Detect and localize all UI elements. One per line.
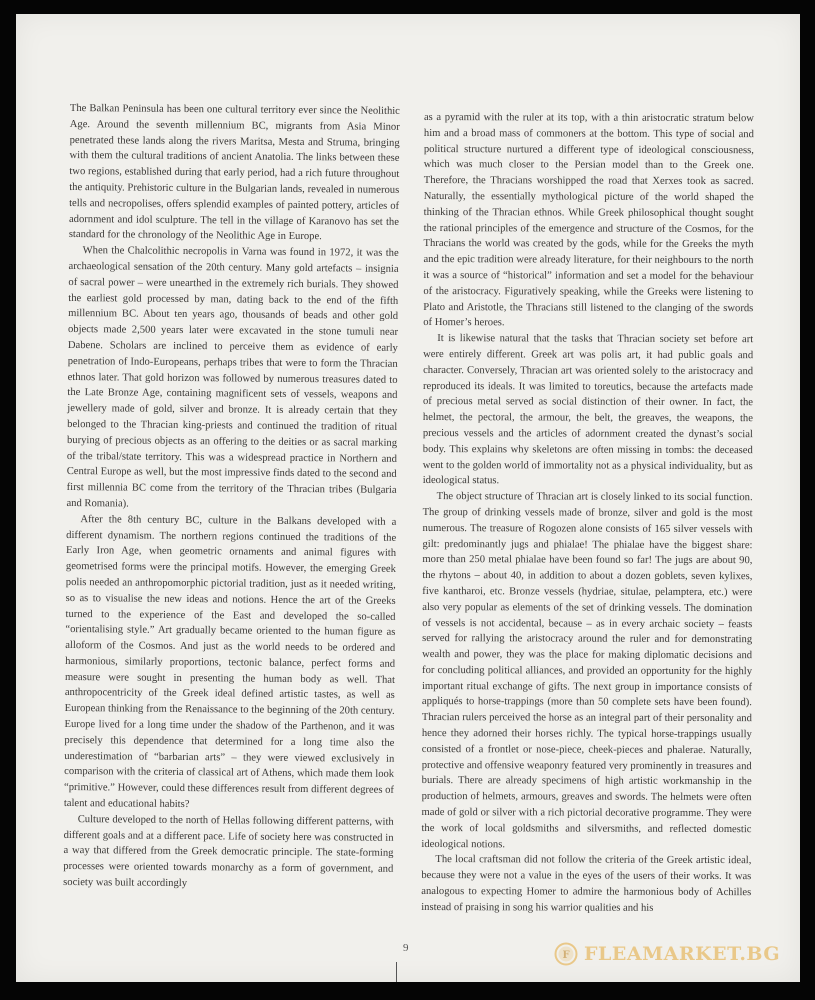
page-fold-line <box>396 962 397 982</box>
book-page <box>16 14 800 982</box>
watermark-logo-letter: F <box>562 950 570 961</box>
paragraph: The local craftsman did not follow the criteria of the Greek artistic ideal, because they were not a value in the eyes of the users of their works. It was analogous to expecting Homer to admire the harmonious body of Achilles instead of praising in song his warrior qualities and his <box>421 854 752 914</box>
watermark-logo-icon <box>554 942 578 966</box>
watermark-text: FLEAMARKET.BG <box>584 943 781 965</box>
paragraph: It is likewise natural that the tasks that Thracian society set before art were entirely different. Greek art was polis art, it had public goals and character. Conversely, Thracian art was oriented solely to the aristocracy and reproduced its ideals. It was limited to toreutics, because the artefacts made of precious metal served as social distinction of their owner. In fact, the helmet, the pectoral, the armour, the belt, the greaves, the weapons, the precious vessels and the articles of adornment created the dynast’s social body. This explains why skeletons are often missing in tombs: the deceased went to the golden world of immortality not as a physical individuality, but as ideological status. <box>422 333 754 487</box>
watermark <box>554 942 780 966</box>
paragraph: The Balkan Peninsula has been one cultural territory ever since the Neolithic Age. Around the seventh millennium BC, migrants from Asia Minor penetrated these lands along the rivers Maritsa, Mesta and Struma, bringing with them the cultural traditions of ancient Anatolia. The links between these two regions, established during that early period, had a rich future throughout the antiquity. Prehistoric culture in the Bulgarian lands, revealed in numerous tells and necropolises, offers splendid examples of painted pottery, articles of adornment and idol sculpture. The tell in the village of Karanovo has set the standard for the chronology of the Neolithic Age in Europe. <box>68 102 400 243</box>
paragraph: After the 8th century BC, culture in the Balkans developed with a different dynamism. The northern regions continued the traditions of the Early Iron Age, when geometric ornaments and animal figures with geometrised forms were the principal motifs. However, the emerging Greek polis needed an anthropomorphic pictorial tradition, just as it needed writing, so as to visualise the new ideas and notions. Hence the art of the Greeks turned to the experience of the East and developed the so-called “orientalising style.” Art gradually became oriented to the human figure as alloform of the Cosmos. And just as the world needs to be ordered and harmonious, similarly proportions, tectonic balance, perfect forms and measure were sought in presenting the human body as well. That anthropocentricity of the Greek ideal defined artistic tastes, as well as European thinking from the Renaissance to the beginning of the 20th century. Europe lived for a long time under the shadow of the Parthenon, and it was precisely this dependence that determined for a long time also the underestimation of “barbarian arts” – they were viewed exclusively in comparison with the criteria of classical art of Athens, which made them look “primitive.” However, could these differences result from different degrees of talent and educational habits? <box>63 513 397 811</box>
right-text-column <box>421 110 754 917</box>
paragraph: The object structure of Thracian art is closely linked to its social function. The group of drinking vessels made of bronze, silver and gold is the most numerous. The treasure of Rogozen alone consists of 165 silver vessels with gilt: predominantly jugs and phialae! The phialae have the biggest share: more than 250 metal phialae have been found so far! The jugs are about 90, the rhytons – about 40, in addition to about a dozen goblets, seven kylixes, five kantharoi, etc. Bronze vessels (hydriae, situlae, pelamptera, etc.) were also very popular as elements of the set of drinking vessels. The domination of vessels is not accidental, because – as in every archaic society – feasts served for rallying the aristocracy around the ruler and for demonstrating wealth and power, they was the place for making diplomatic decisions and for concluding political alliances, and provided an opportunity for the highly important ritual exchange of gifts. The next group in importance consists of appliqués to horse-trappings (more than 50 complete sets have been found). Thracian rulers perceived the horse as an integral part of their personality and hence they adorned their horses richly. The typical horse-trappings usually consisted of a frontlet or nose-piece, cheek-pieces and phalerae. Naturally, protective and offensive weaponry featured very prominently in treasures and burials. There are already specimens of high artistic workmanship in the production of helmets, armours, greaves and swords. The helmets were often made of gold or silver with a rich pictorial decorative programme. They were the work of local goldsmiths and silversmiths, and reflected domestic ideological notions. <box>421 491 753 850</box>
paragraph: as a pyramid with the ruler at its top, with a thin aristocratic stratum below him and a broad mass of commoners at the bottom. This type of social and political structure nurtured a different type of ideological consciousness, which was much closer to the Persian model than to the Greek one. Therefore, the Thracians worshipped the road that Xerxes took as sacred. Naturally, the essentially mythological picture of the world shaped the thinking of the Thracian ethnos. While Greek philosophical thought sought the rational principles of the emergence and structure of the Cosmos, for the Thracians the world was created by the gods, while for the Greeks the myth and the epic tradition were already literature, for their neighbours to the north it was a source of “historical” information and set a model for the behaviour of the aristocracy. Figuratively speaking, while the Greeks were listening to Plato and Aristotle, the Thracians still listened to the clanging of the swords of Homer’s heroes. <box>423 111 754 329</box>
paragraph: When the Chalcolithic necropolis in Varna was found in 1972, it was the archaeological sensation of the 20th century. Many gold artefacts – insignia of sacral power – were unearthed in the extremely rich burials. They showed the earliest gold processed by man, dating back to the end of the fifth millennium BC. About ten years ago, thousands of beads and other gold objects made 2,500 years later were excavated in the stone tumuli near Dabene. Scholars are inclined to perceive them as evidence of early penetration of Indo-Europeans, perhaps tribes that were to form the Thracian ethnos later. That gold horizon was followed by numerous treasures dated to the Late Bronze Age, containing magnificent sets of vessels, weapons and jewellery made of gold, silver and bronze. It is already certain that they belonged to the Thracian king-priests and continued the tradition of ritual burying of precious objects as an offering to the deities or as sacral marking of the tribal/state territory. This was a widespread practice in Northern and Central Europe as well, but the most impressive finds dated to the second and first millennia BC come from the territory of the Thracian tribes (Bulgaria and Romania). <box>66 245 399 510</box>
page-number: 9 <box>403 942 409 954</box>
left-text-column <box>63 101 400 894</box>
paragraph: Culture developed to the north of Hellas following different patterns, with different goals and at a different pace. Life of society here was constructed in a way that differed from the Greek democratic principle. The state-forming processes were oriented towards monarchy as a form of government, and society was built accordingly <box>63 813 394 890</box>
